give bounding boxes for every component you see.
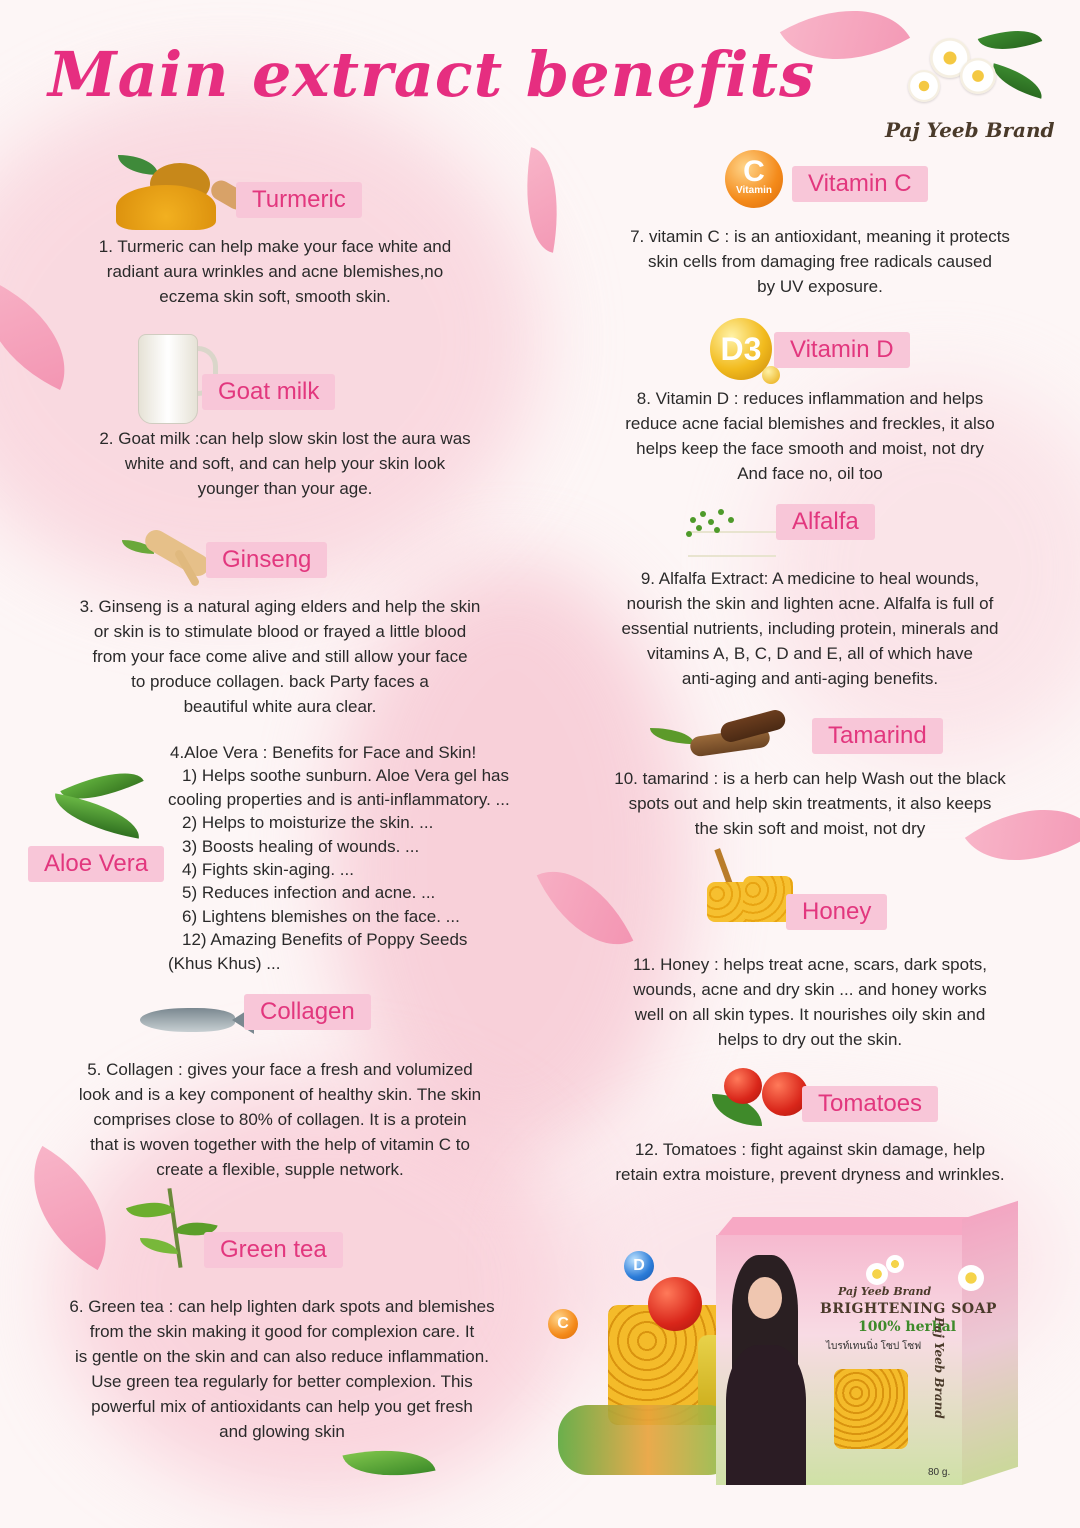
salmon-icon bbox=[140, 1002, 255, 1036]
desc-collagen: 5. Collagen : gives your face a fresh and volumized look and is a key component of healthy skin. The skin comprises close to 80% of collagen. It is a protein that is woven together with the help of vitamin C to create a flexible, supple network. bbox=[78, 1060, 482, 1179]
product-weight: 80 g. bbox=[928, 1467, 951, 1478]
page-title: Main extract benefits bbox=[48, 38, 815, 111]
tomato-icon bbox=[648, 1277, 702, 1331]
desc-ginseng: 3. Ginseng is a natural aging elders and help the skin or skin is to stimulate blood or frayed a little blood from your face come alive and still allow your face to produce collagen. back Party faces a beautiful white aura clear. bbox=[79, 597, 481, 716]
vitamin-c-ball-icon: C bbox=[548, 1309, 578, 1339]
desc-tamarind: 10. tamarind : is a herb can help Wash out the black spots out and help skin treatments, it also keeps the skin soft and moist, not dry bbox=[614, 769, 1006, 838]
desc-honey: 11. Honey : helps treat acne, scars, dark spots, wounds, acne and dry skin ... and honey works well on all skin types. It nourishes oily skin and helps to dry out the skin. bbox=[632, 955, 988, 1049]
product-side-brand: Paj Yeeb Brand bbox=[932, 1317, 946, 1419]
label-vitamin-c: Vitamin C bbox=[792, 166, 928, 202]
vitamin-c-icon: C Vitamin bbox=[723, 150, 789, 210]
label-tomatoes: Tomatoes bbox=[802, 1086, 938, 1122]
label-tamarind: Tamarind bbox=[812, 718, 943, 754]
tea-leaf-icon bbox=[345, 1438, 435, 1488]
desc-vitamin-c: 7. vitamin C : is an antioxidant, meaning it protects skin cells from damaging free radicals caused by UV exposure. bbox=[630, 227, 1010, 296]
label-ginseng: Ginseng bbox=[206, 542, 327, 578]
product-name: BRIGHTENING SOAP bbox=[820, 1301, 997, 1317]
brand-name: Paj Yeeb Brand bbox=[885, 118, 1055, 142]
alfalfa-icon bbox=[678, 503, 778, 561]
label-turmeric: Turmeric bbox=[236, 182, 362, 218]
desc-vitamin-d: 8. Vitamin D : reduces inflammation and helps reduce acne facial blemishes and freckles, it also helps keep the face smooth and moist, not dry And face no, oil too bbox=[625, 389, 995, 483]
product-thai-name: ไบรท์เทนนิ่ง โซป โซฟ bbox=[826, 1341, 922, 1352]
brand-logo bbox=[890, 28, 1050, 120]
tomato-icon bbox=[704, 1064, 812, 1134]
desc-goat-milk: 2. Goat milk :can help slow skin lost the aura was white and soft, and can help your skin look younger than your age. bbox=[99, 429, 471, 498]
label-alfalfa: Alfalfa bbox=[776, 504, 875, 540]
green-tea-icon bbox=[118, 1178, 218, 1273]
desc-aloe-vera: 4.Aloe Vera : Benefits for Face and Skin! 1) Helps soothe sunburn. Aloe Vera gel has cooling properties and is anti-inflammatory. ... 2) Helps to moisturize the skin. ... 3) Boosts healing of wounds. ... 4) Fights skin-aging. ... 5) Reduces infection and acne. ... 6) Lightens blemishes on the face. ... 12) Amazing Benefits of Poppy Seeds (Khus Khus) ... bbox=[168, 743, 510, 973]
model-photo bbox=[726, 1255, 808, 1485]
desc-green-tea: 6. Green tea : can help lighten dark spots and blemishes from the skin making it good for complexion care. It is gentle on the skin and can also reduce inflammation. Use green tea regularly for better complexion. This powerful mix of antioxidants can help you get fresh and glowing skin bbox=[69, 1297, 495, 1441]
label-green-tea: Green tea bbox=[204, 1232, 343, 1268]
label-collagen: Collagen bbox=[244, 994, 371, 1030]
aloe-vera-icon bbox=[52, 773, 152, 843]
label-vitamin-d: Vitamin D bbox=[774, 332, 910, 368]
herbs-icon bbox=[558, 1405, 738, 1475]
product-brand: Paj Yeeb Brand bbox=[838, 1285, 932, 1298]
product-image bbox=[548, 1205, 1036, 1485]
desc-alfalfa: 9. Alfalfa Extract: A medicine to heal wounds, nourish the skin and lighten acne. Alfalfa is full of essential nutrients, including protein, minerals and vitamins A, B, C, D and E, all of which have anti-aging and anti-aging benefits. bbox=[621, 569, 999, 688]
product-herbal: 100% herbal bbox=[858, 1319, 957, 1335]
vitamin-d-icon: D3 bbox=[706, 318, 782, 388]
desc-turmeric: 1. Turmeric can help make your face white and radiant aura wrinkles and acne blemishes,no eczema skin soft, smooth skin. bbox=[98, 237, 452, 306]
label-aloe-vera: Aloe Vera bbox=[28, 846, 164, 882]
vitamin-d-ball-icon: D bbox=[624, 1251, 654, 1281]
label-goat-milk: Goat milk bbox=[202, 374, 335, 410]
desc-tomatoes: 12. Tomatoes : fight against skin damage, help retain extra moisture, prevent dryness and wrinkles. bbox=[615, 1140, 1005, 1184]
turmeric-icon bbox=[110, 155, 245, 230]
honey-icon bbox=[705, 848, 795, 926]
tamarind-icon bbox=[650, 710, 790, 760]
label-honey: Honey bbox=[786, 894, 887, 930]
box-honey-icon bbox=[834, 1369, 908, 1449]
